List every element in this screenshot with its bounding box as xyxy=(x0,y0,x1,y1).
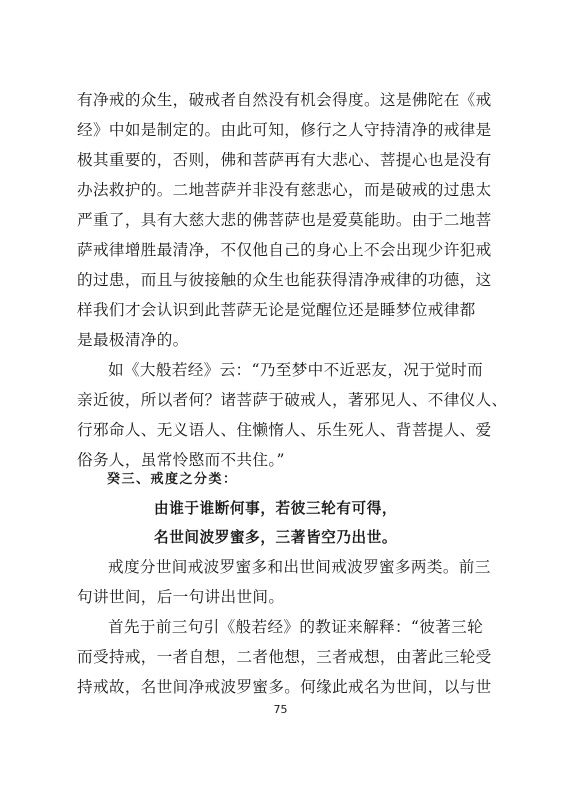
text-line: 的过患，而且与彼接触的众生也能获得清净戒律的功德，这 xyxy=(77,271,492,289)
section-heading: 癸三、戒度之分类： xyxy=(107,472,238,487)
text-line: 持戒故，名世间净戒波罗蜜多。何缘此戒名为世间，以与世 xyxy=(77,678,492,696)
text-line: 行邪命人、无义语人、住懒惰人、乐生死人、背菩提人、爱 xyxy=(77,421,492,439)
text-line: 亲近彼，所以者何？诸菩萨于破戒人，著邪见人、不律仪人、 xyxy=(77,391,508,409)
text-line: 严重了，具有大慈大悲的佛菩萨也是爱莫能助。由于二地菩 xyxy=(77,211,492,229)
page-number: 75 xyxy=(273,703,288,716)
text-line: 样我们才会认识到此菩萨无论是觉醒位还是睡梦位戒律都 xyxy=(77,301,476,319)
text-line: 极其重要的，否则，佛和菩萨再有大悲心、菩提心也是没有 xyxy=(77,151,492,169)
text-line: 首先于前三句引《般若经》的教证来解释：“彼著三轮 xyxy=(108,618,484,636)
verse-line: 由谁于谁断何事，若彼三轮有可得， xyxy=(154,500,398,517)
text-line: 是最极清净的。 xyxy=(77,331,189,349)
text-line: 如《大般若经》云：“乃至梦中不近恶友，况于觉时而 xyxy=(108,361,484,379)
verse-line: 名世间波罗蜜多，三著皆空乃出世。 xyxy=(154,529,398,546)
text-line: 萨戒律增胜最清净，不仅他自己的身心上不会出现少许犯戒 xyxy=(77,241,492,259)
text-line: 句讲世间，后一句讲出世间。 xyxy=(77,588,285,606)
text-line: 戒度分世间戒波罗蜜多和出世间戒波罗蜜多两类。前三 xyxy=(108,558,491,576)
text-line: 经》中如是制定的。由此可知，修行之人守持清净的戒律是 xyxy=(77,121,492,139)
text-line: 俗务人，虽常怜愍而不共住。” xyxy=(77,451,285,469)
text-line: 办法救护的。二地菩萨并非没有慈悲心，而是破戒的过患太 xyxy=(77,181,492,199)
text-line: 有净戒的众生，破戒者自然没有机会得度。这是佛陀在《戒 xyxy=(77,91,492,109)
text-line: 而受持戒，一者自想，二者他想，三者戒想，由著此三轮受 xyxy=(77,648,492,666)
